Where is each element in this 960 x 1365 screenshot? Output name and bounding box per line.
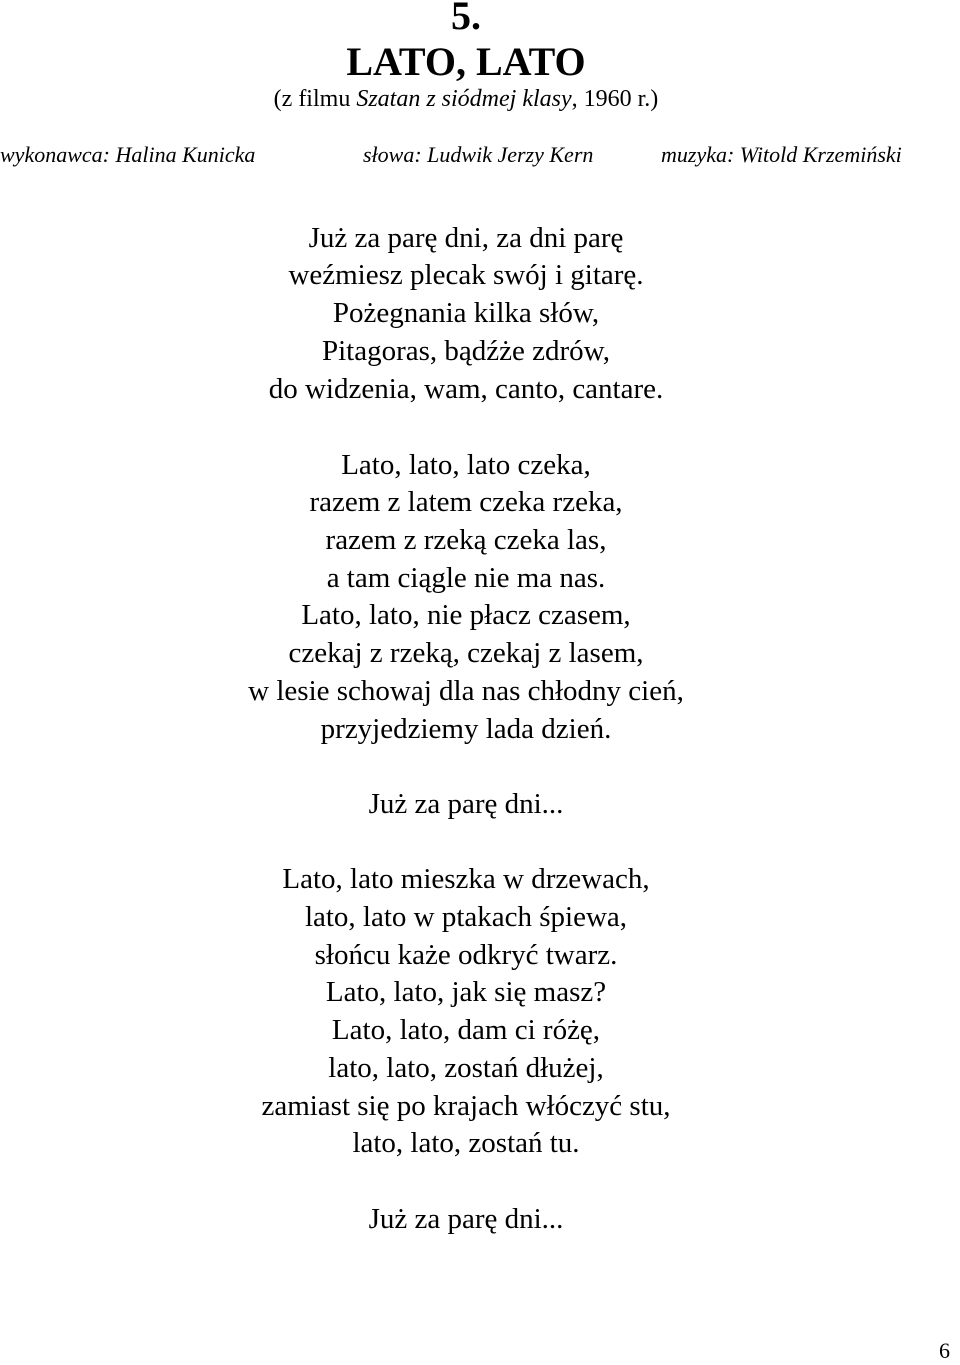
credit-performer: wykonawca: Halina Kunicka (0, 142, 256, 167)
credit-lyrics: słowa: Ludwik Jerzy Kern (363, 142, 594, 167)
lyric-line: weźmiesz plecak swój i gitarę. (288, 259, 644, 291)
lyric-refrain: Już za parę dni... (368, 1203, 564, 1235)
lyric-refrain: Już za parę dni... (368, 788, 564, 820)
lyric-line: do widzenia, wam, canto, cantare. (268, 373, 664, 405)
lyric-line: Pożegnania kilka słów, (332, 297, 600, 329)
lyric-line: czekaj z rzeką, czekaj z lasem, (288, 637, 644, 669)
credit-music: muzyka: Witold Krzemiński (661, 142, 902, 167)
lyric-line: Już za parę dni, za dni parę (308, 222, 624, 254)
song-number: 5. (451, 0, 481, 38)
lyric-line: Lato, lato, lato czeka, (341, 449, 591, 481)
page-number: 6 (939, 1338, 950, 1363)
lyric-line: Lato, lato, jak się masz? (325, 976, 607, 1008)
lyric-line: zamiast się po krajach włóczyć stu, (261, 1090, 671, 1122)
lyric-line: Lato, lato mieszka w drzewach, (282, 863, 650, 895)
subtitle-film-title: Szatan z siódmej klasy (356, 86, 572, 112)
lyric-line: w lesie schowaj dla nas chłodny cień, (248, 675, 684, 707)
lyric-line: słońcu każe odkryć twarz. (314, 939, 618, 971)
song-subtitle (0, 84, 932, 114)
lyric-line: razem z latem czeka rzeka, (309, 486, 623, 518)
lyric-line: Lato, lato, nie płacz czasem, (301, 599, 631, 631)
lyric-line: Lato, lato, dam ci różę, (331, 1014, 601, 1046)
subtitle-open: (z filmu (273, 86, 357, 112)
lyric-line: razem z rzeką czeka las, (325, 524, 607, 556)
lyric-line: lato, lato, zostań tu. (352, 1127, 580, 1159)
song-title: LATO, LATO (346, 39, 586, 84)
lyric-line: a tam ciągle nie ma nas. (326, 562, 606, 594)
lyric-line: lato, lato, zostań dłużej, (328, 1052, 604, 1084)
lyric-line: przyjedziemy lada dzień. (320, 713, 612, 745)
lyric-line: lato, lato w ptakach śpiewa, (304, 901, 628, 933)
subtitle-close: , 1960 r.) (571, 86, 659, 112)
lyric-line: Pitagoras, bądźże zdrów, (321, 335, 610, 367)
